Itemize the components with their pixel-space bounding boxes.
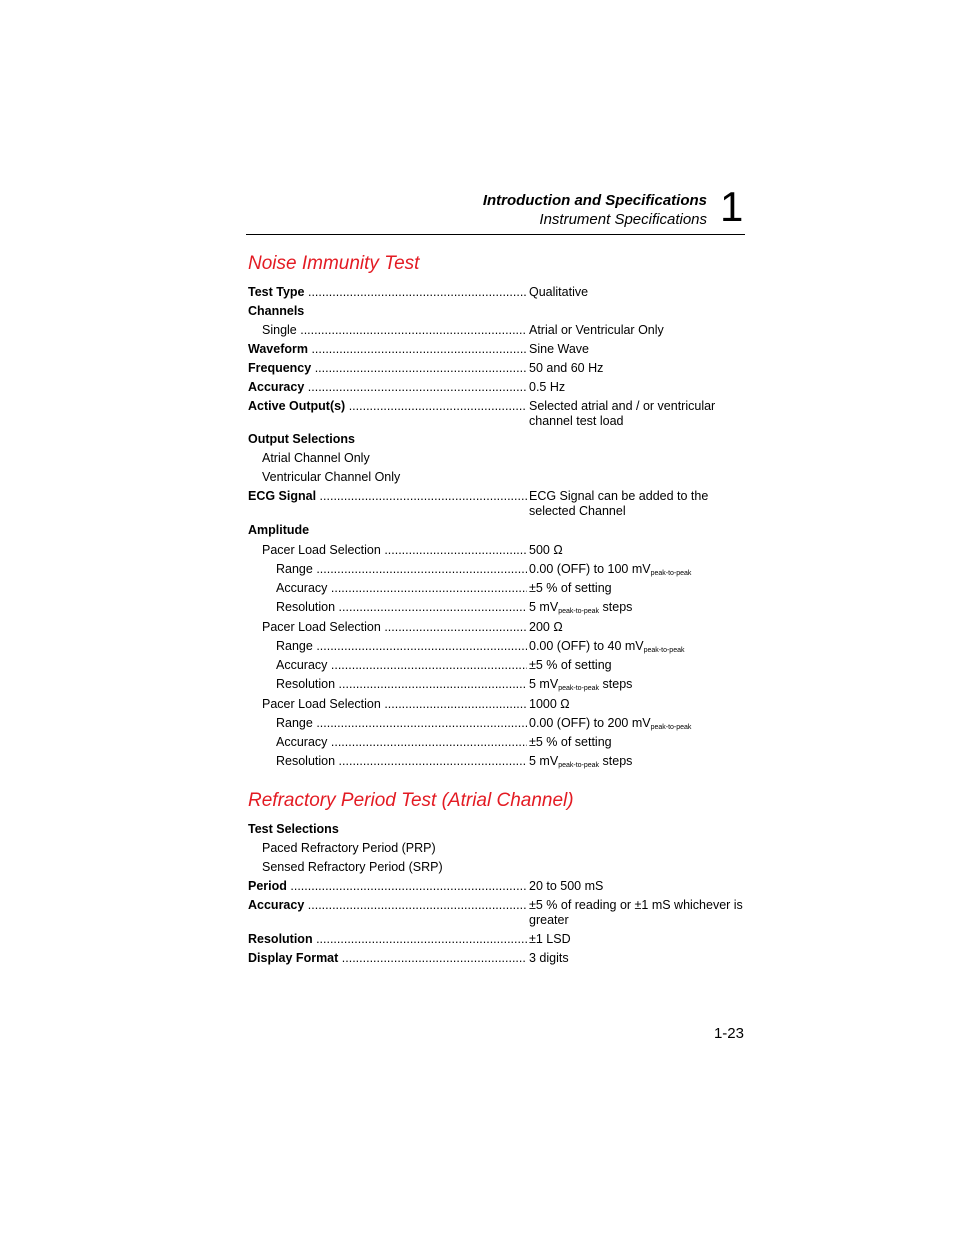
spec-value: Qualitative — [529, 285, 589, 299]
spec-row — [248, 658, 748, 677]
spec-row — [248, 639, 748, 658]
spec-row — [248, 716, 748, 735]
spec-label: Frequency — [248, 361, 312, 375]
spec-value: Selected atrial and / or ventricular channel test load — [529, 399, 716, 428]
spec-label: Waveform — [248, 342, 308, 356]
refractory-period-heading: Refractory Period Test (Atrial Channel) — [248, 790, 574, 811]
spec-value: 0.00 (OFF) to 100 $mV_{peak-to-peak}$ — [529, 562, 692, 577]
spec-label: Paced Refractory Period (PRP) — [262, 841, 436, 855]
spec-row — [248, 562, 748, 581]
spec-label: Accuracy — [248, 898, 305, 912]
spec-row — [248, 898, 748, 932]
spec-label: Resolution — [276, 677, 336, 691]
spec-row — [248, 304, 748, 323]
spec-label: Active Output(s) — [248, 399, 346, 413]
spec-label: Display Format — [248, 951, 339, 965]
spec-row — [248, 451, 748, 470]
noise-immunity-heading: Noise Immunity Test — [248, 253, 420, 274]
spec-value: 3 digits — [529, 951, 569, 965]
spec-value: Atrial or Ventricular Only — [529, 323, 664, 337]
spec-row — [248, 581, 748, 600]
spec-row — [248, 470, 748, 489]
spec-label: Ventricular Channel Only — [262, 470, 401, 484]
spec-group-label: Amplitude — [248, 523, 310, 537]
spec-value: Sine Wave — [529, 342, 589, 356]
spec-label: Accuracy — [276, 581, 328, 595]
spec-row — [248, 489, 748, 523]
spec-row — [248, 860, 748, 879]
spec-value: 20 to 500 mS — [529, 879, 604, 893]
spec-label: Accuracy — [248, 380, 305, 394]
spec-value: ±5 % of setting — [529, 735, 612, 749]
spec-value: 0.5 Hz — [529, 380, 566, 394]
chapter-number: 1 — [720, 183, 744, 230]
spec-label: Range — [276, 639, 313, 653]
spec-label: Resolution — [248, 932, 313, 946]
chapter-title: Introduction and Specifications — [482, 192, 707, 209]
spec-row — [248, 879, 748, 898]
spec-row — [248, 361, 748, 380]
spec-label: Test Type — [248, 285, 305, 299]
spec-label: Atrial Channel Only — [262, 451, 370, 465]
spec-value: 0.00 (OFF) to 40 $mV_{peak-to-peak}$ — [529, 639, 685, 654]
spec-value: 5 $mV_{peak-to-peak}$ steps — [529, 677, 633, 692]
spec-value: ±5 % of reading or ±1 mS whichever is greater — [529, 898, 743, 927]
spec-label: Range — [276, 562, 313, 576]
spec-value: 5 $mV_{peak-to-peak}$ steps — [529, 754, 633, 769]
spec-value: ±5 % of setting — [529, 658, 612, 672]
spec-row — [248, 399, 748, 432]
spec-value: 1000 Ω — [529, 697, 570, 711]
spec-label: Range — [276, 716, 313, 730]
spec-value: 200 Ω — [529, 620, 563, 634]
header-rule — [246, 234, 745, 235]
spec-label: Pacer Load Selection — [262, 697, 381, 711]
spec-row — [248, 735, 748, 754]
spec-row — [248, 822, 748, 841]
spec-value: ±5 % of setting — [529, 581, 612, 595]
spec-group-label: Channels — [248, 304, 305, 318]
spec-label: Sensed Refractory Period (SRP) — [262, 860, 443, 874]
page-number: 1-23 — [713, 1025, 744, 1042]
spec-row — [248, 600, 748, 620]
spec-label: Accuracy — [276, 658, 328, 672]
spec-row — [248, 620, 748, 639]
spec-row — [248, 932, 748, 951]
spec-row — [248, 323, 748, 342]
spec-label: Resolution — [276, 754, 336, 768]
spec-row — [248, 677, 748, 697]
spec-value: 500 Ω — [529, 543, 563, 557]
spec-label: Period — [248, 879, 287, 893]
noise-spec-list — [248, 285, 748, 773]
section-title: Instrument Specifications — [539, 211, 707, 228]
spec-group-label: Test Selections — [248, 822, 339, 836]
spec-row — [248, 951, 748, 970]
spec-group-label: Output Selections — [248, 432, 355, 446]
spec-row — [248, 841, 748, 860]
spec-row — [248, 342, 748, 361]
spec-label: Pacer Load Selection — [262, 543, 381, 557]
spec-row — [248, 543, 748, 562]
spec-label: Accuracy — [276, 735, 328, 749]
spec-value: 0.00 (OFF) to 200 $mV_{peak-to-peak}$ — [529, 716, 692, 731]
spec-value: 5 $mV_{peak-to-peak}$ steps — [529, 600, 633, 615]
spec-label: ECG Signal — [248, 489, 317, 503]
spec-label: Resolution — [276, 600, 336, 614]
spec-value: 50 and 60 Hz — [529, 361, 604, 375]
spec-label: Pacer Load Selection — [262, 620, 381, 634]
spec-label: Single — [262, 323, 297, 337]
spec-row — [248, 380, 748, 399]
spec-row — [248, 523, 748, 543]
refractory-spec-list — [248, 822, 748, 970]
spec-row — [248, 697, 748, 716]
spec-row — [248, 432, 748, 451]
spec-row — [248, 754, 748, 773]
spec-row — [248, 285, 748, 304]
spec-value: ECG Signal can be added to the selected Channel — [529, 489, 709, 518]
spec-value: ±1 LSD — [529, 932, 571, 946]
